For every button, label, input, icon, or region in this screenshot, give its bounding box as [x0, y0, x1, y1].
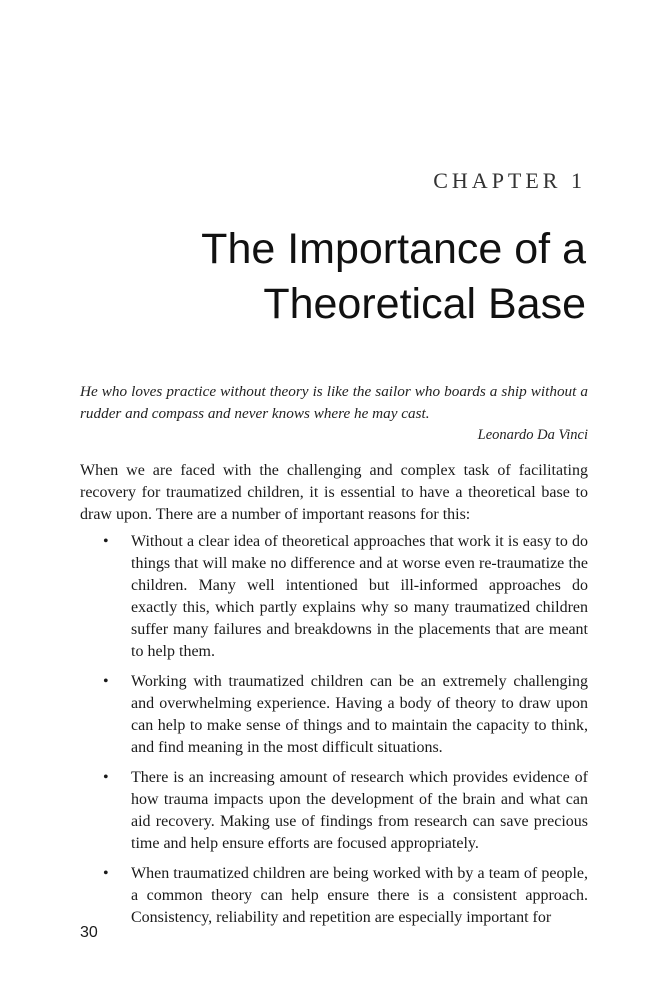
list-item-text: When traumatized children are being worked with by a team of people, a common theory can help ensure there is a consistent approach. Consistency, reliability and repetition are especially important for: [131, 865, 588, 926]
list-item: [80, 531, 588, 663]
page-number: 30: [80, 924, 98, 941]
list-item: [80, 863, 588, 929]
bullet-icon: •: [103, 673, 109, 690]
bullet-icon: •: [103, 533, 109, 550]
epigraph-attribution: Leonardo Da Vinci: [477, 427, 588, 443]
bullet-icon: •: [103, 769, 109, 786]
intro-paragraph: When we are faced with the challenging and complex task of facilitating recovery for traumatized children, it is essential to have a theoretical base to draw upon. There are a number of important reasons for this:: [80, 462, 588, 523]
list-item-text: Without a clear idea of theoretical approaches that work it is easy to do things that will make no difference and at worse even re-traumatize the children. Many well intentioned but ill-informed approaches do exactly this, which partly explains why so many traumatized children suffer many failures and breakdowns in the placements that are meant to help them.: [131, 533, 588, 660]
chapter-label: CHAPTER 1: [433, 168, 586, 193]
list-item-text: Working with traumatized children can be an extremely challenging and overwhelming experience. Having a body of theory to draw upon can help to make sense of things and to maintain the capacity to think, and find meaning in the most difficult situations.: [131, 673, 588, 756]
chapter-title: The Importance of a Theoretical Base: [201, 225, 586, 328]
bullet-list: [80, 531, 588, 929]
list-item: [80, 767, 588, 855]
list-item-text: There is an increasing amount of research which provides evidence of how trauma impacts upon the development of the brain and what can aid recovery. Making use of findings from research can save precious time and help ensure efforts are focused appropriately.: [131, 769, 588, 852]
epigraph-quote: He who loves practice without theory is like the sailor who boards a ship without a rudder and compass and never knows where he may cast.: [80, 383, 588, 422]
body-text: [80, 460, 588, 937]
bullet-icon: •: [103, 865, 109, 882]
list-item: [80, 671, 588, 759]
